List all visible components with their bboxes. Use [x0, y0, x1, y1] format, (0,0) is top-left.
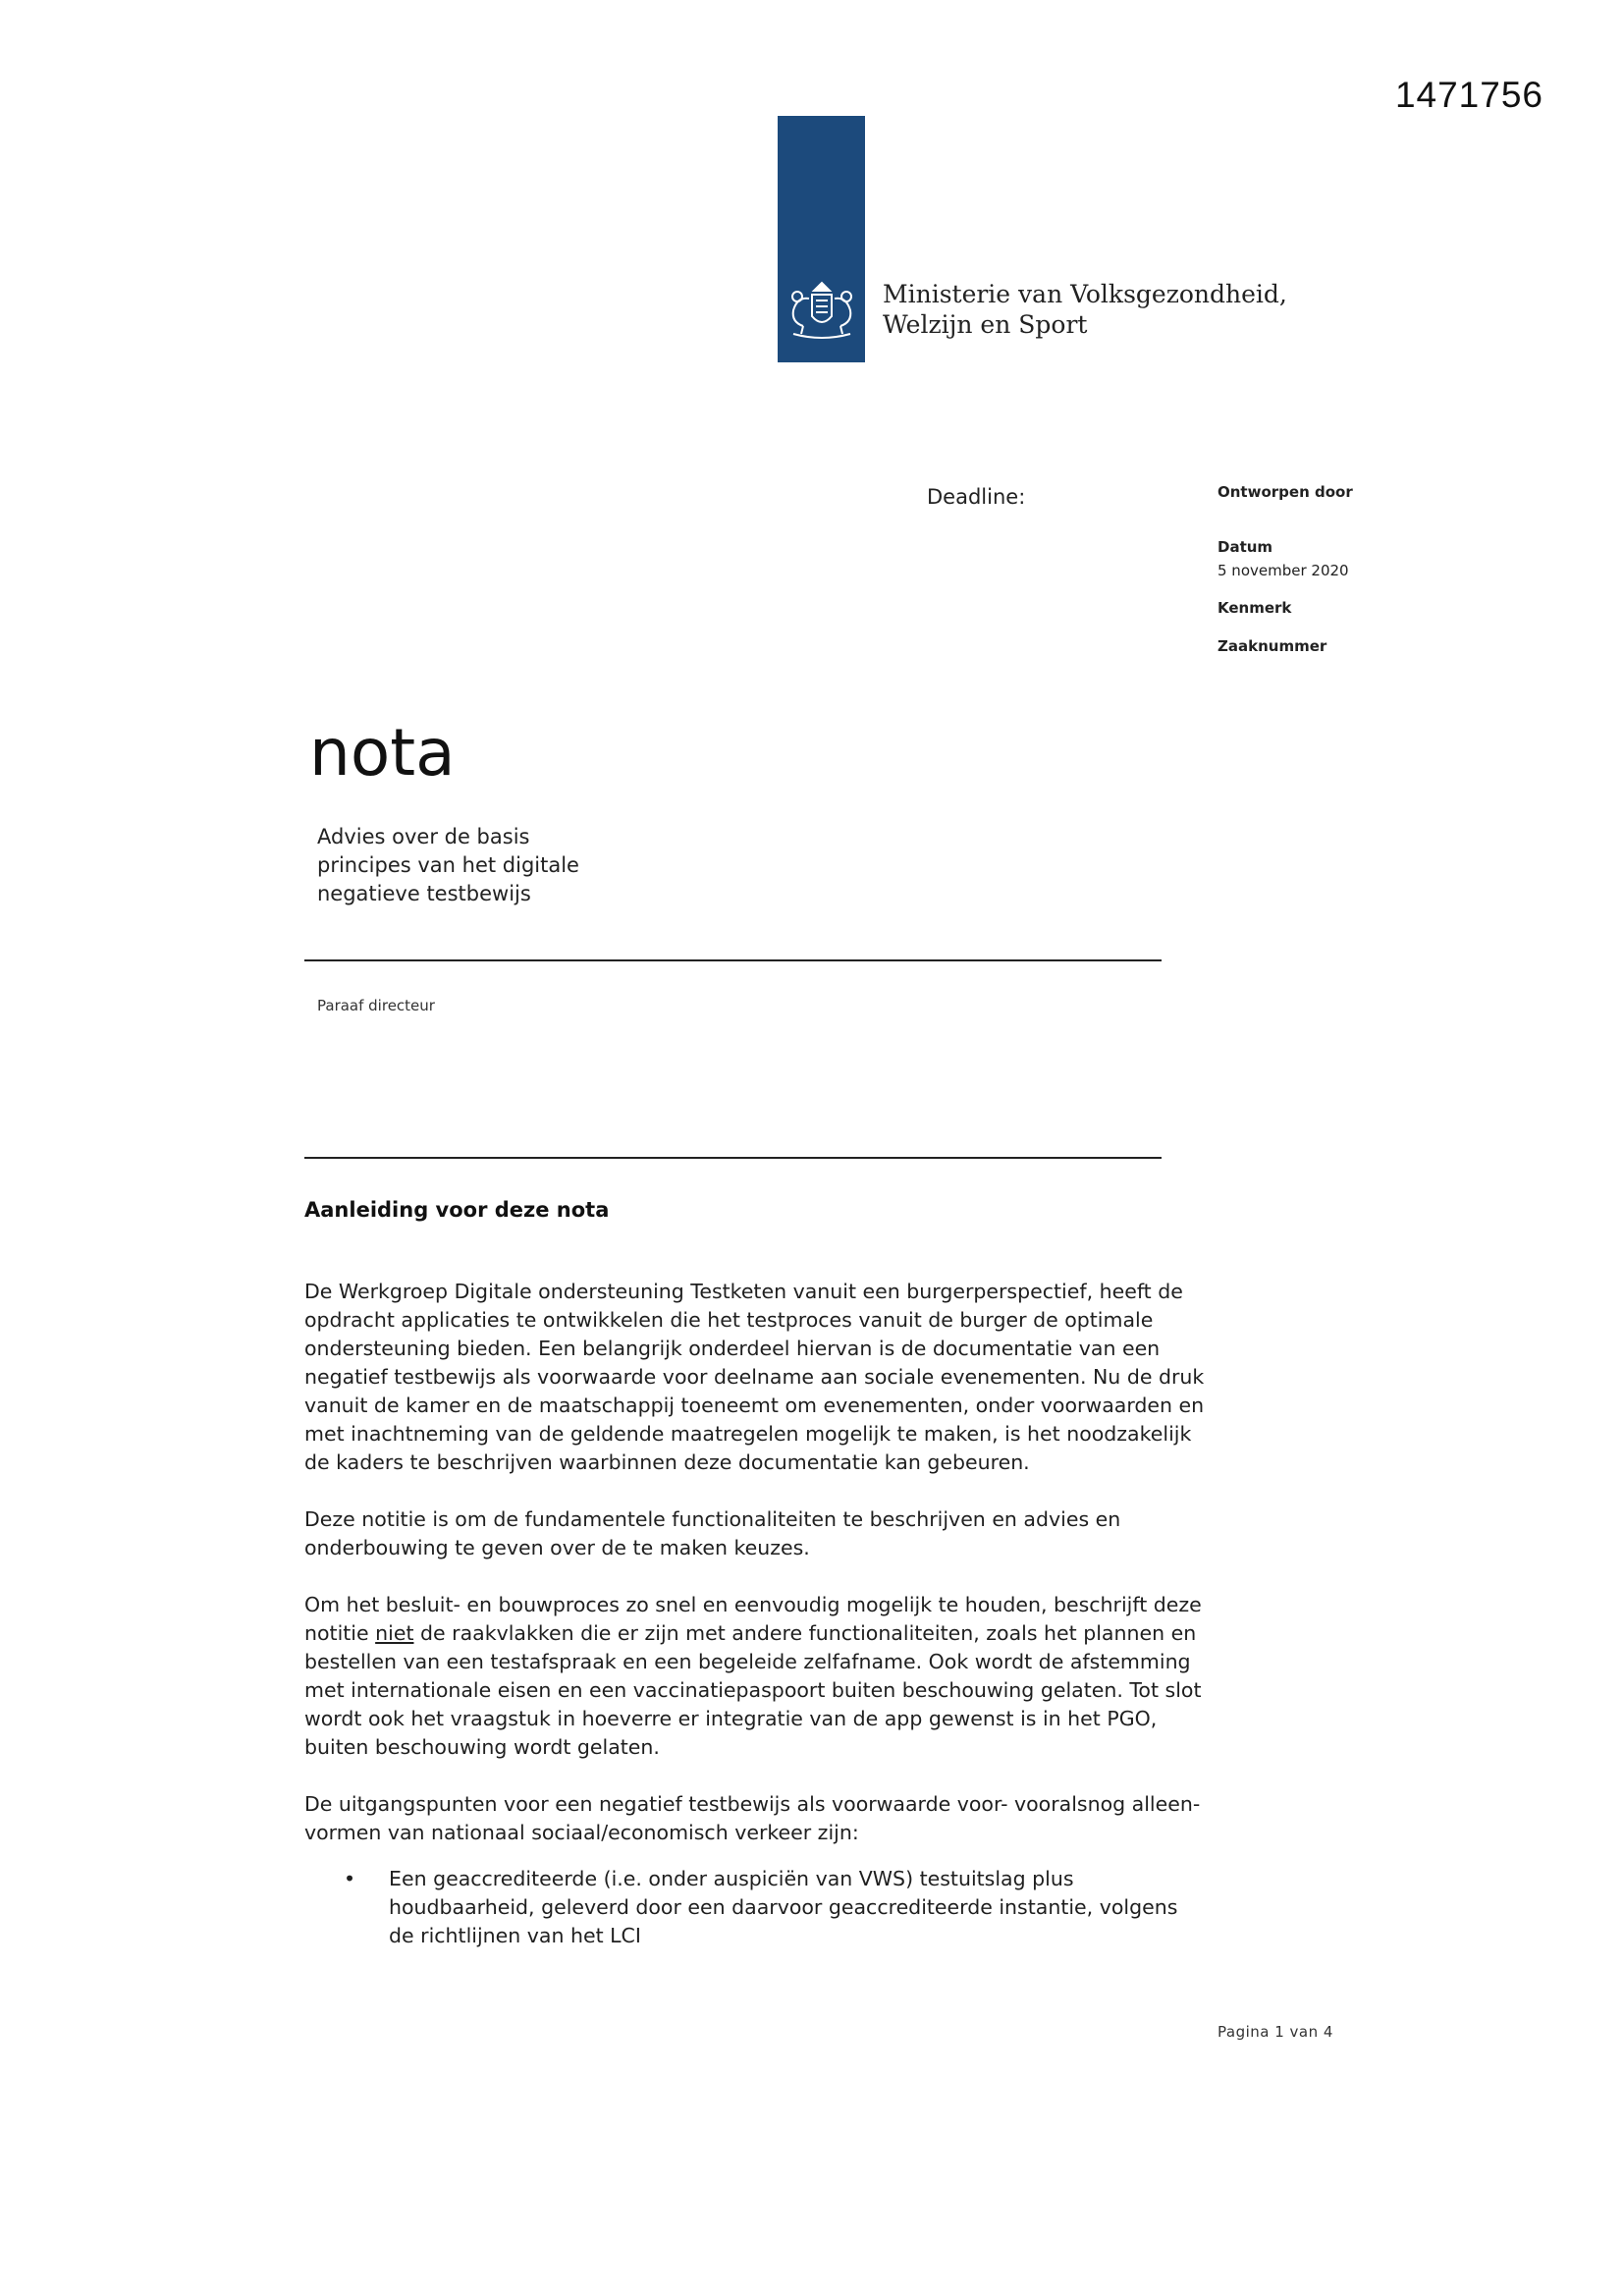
ministry-name: [883, 279, 1287, 340]
zaaknummer-label: Zaaknummer: [1218, 637, 1327, 655]
ministry-line-1: Ministerie van Volksgezondheid,: [883, 280, 1287, 308]
ministry-line-2: Welzijn en Sport: [883, 310, 1088, 339]
deadline-label: Deadline:: [927, 485, 1026, 509]
section-heading: Aanleiding voor deze nota: [304, 1198, 610, 1222]
crest-icon: [780, 277, 864, 348]
ontworpen-door-label: Ontworpen door: [1218, 483, 1353, 501]
subject-line-3: negatieve testbewijs: [317, 882, 531, 905]
datum-block: [1218, 538, 1349, 579]
datum-label: Datum: [1218, 538, 1273, 556]
paragraph-3: Om het besluit- en bouwproces zo snel en eenvoudig mogelijk te houden, beschrijft deze notitie niet de raakvlakken die er zijn met andere functionaliteiten, zoals het plannen en bestellen van een testafspraak en een begeleide zelfafname. Ook wordt de afstemming met internationale eisen en een vaccinatiepaspoort buiten beschouwing gelaten. Tot slot wordt ook het vraagstuk in hoeverre er integratie van de app gewenst is in het PGO, buiten beschouwing wordt gelaten.: [304, 1593, 1202, 1759]
page-title: nota: [309, 715, 456, 791]
paragraph-4: De uitgangspunten voor een negatief testbewijs als voorwaarde voor- vooralsnog alleen- vormen van nationaal sociaal/economisch verkeer zijn:: [304, 1792, 1201, 1844]
divider-bottom: [304, 1157, 1162, 1159]
paragraph-2: Deze notitie is om de fundamentele functionaliteiten te beschrijven en advies en onderbouwing te geven over de te maken keuzes.: [304, 1507, 1121, 1559]
subject-line-2: principes van het digitale: [317, 853, 579, 877]
bullet-list: [304, 1865, 1208, 1950]
body-section: [304, 1196, 1208, 1950]
page-number: Pagina 1 van 4: [1218, 2023, 1333, 2041]
list-item: • Een geaccrediteerde (i.e. onder auspiciën van VWS) testuitslag plus houdbaarheid, geleverd door een daarvoor geaccrediteerde instantie, volgens de richtlijnen van het LCI: [344, 1867, 1178, 1947]
paraaf-label: Paraaf directeur: [317, 997, 435, 1014]
subject: [317, 823, 612, 908]
underlined-word: niet: [375, 1621, 414, 1645]
document-number: 1471756: [1394, 75, 1543, 115]
paragraph-1: De Werkgroep Digitale ondersteuning Testketen vanuit een burgerperspectief, heeft de opdracht applicaties te ontwikkelen die het testproces vanuit de burger de optimale ondersteuning bieden. Een belangrijk onderdeel hiervan is de documentatie van een negatief testbewijs als voorwaarde voor deelname aan sociale evenementen. Nu de druk vanuit de kamer en de maatschappij toeneemt om evenementen, onder voorwaarden en met inachtneming van de geldende maatregelen mogelijk te maken, is het noodzakelijk de kaders te beschrijven waarbinnen deze documentatie kan gebeuren.: [304, 1280, 1205, 1474]
bullet-icon: •: [344, 1867, 356, 1890]
kenmerk-label: Kenmerk: [1218, 599, 1292, 617]
subject-line-1: Advies over de basis: [317, 825, 530, 848]
divider-top: [304, 959, 1162, 961]
datum-value: 5 november 2020: [1218, 562, 1349, 579]
